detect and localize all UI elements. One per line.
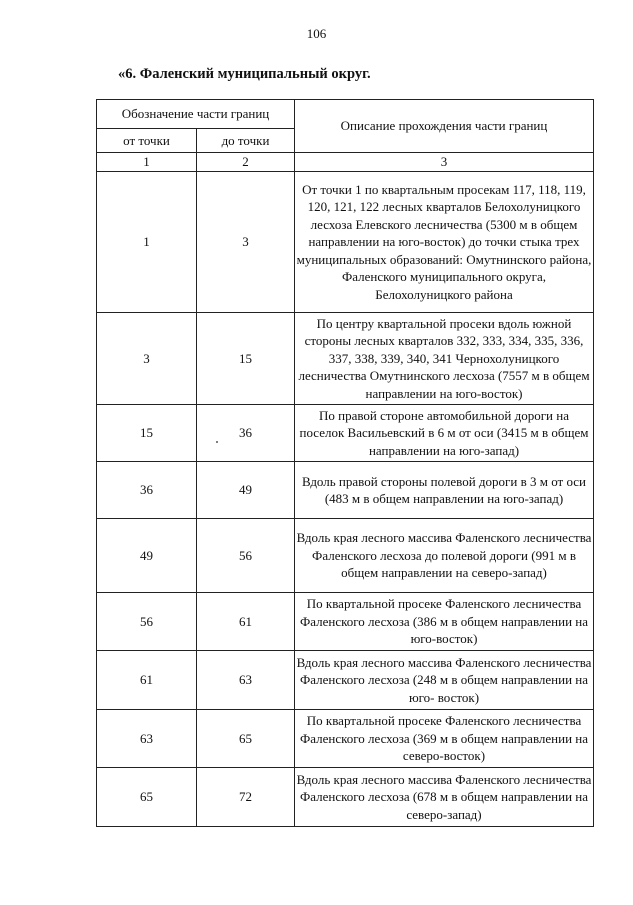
cell-from-point: 61 <box>97 651 197 710</box>
header-to-point: до точки <box>197 129 295 153</box>
header-from-point: от точки <box>97 129 197 153</box>
cell-to-point: 15 <box>197 313 295 405</box>
header-col-number-3: 3 <box>295 153 594 172</box>
table-row <box>97 405 594 462</box>
table-row <box>97 313 594 405</box>
cell-to-point: 61 <box>197 593 295 651</box>
cell-to-point: 49 <box>197 462 295 519</box>
cell-to-point: 36 <box>197 405 295 462</box>
table-row <box>97 651 594 710</box>
boundary-table <box>96 99 594 827</box>
table-row <box>97 172 594 313</box>
header-description: Описание прохождения части границ <box>295 100 594 153</box>
cell-description: Вдоль края лесного массива Фаленского лесничества Фаленского лесхоза (678 м в общем направлении на северо-запад) <box>295 768 594 827</box>
cell-to-point: 65 <box>197 710 295 768</box>
cell-description: По квартальной просеке Фаленского лесничества Фаленского лесхоза (369 м в общем направлении на северо-восток) <box>295 710 594 768</box>
cell-description: По правой стороне автомобильной дороги на поселок Васильевский в 6 м от оси (3415 м в общем направлении на юго-запад) <box>295 405 594 462</box>
cell-from-point: 3 <box>97 313 197 405</box>
cell-from-point: 63 <box>97 710 197 768</box>
cell-to-point: 56 <box>197 519 295 593</box>
table-row <box>97 710 594 768</box>
cell-description: По квартальной просеке Фаленского лесничества Фаленского лесхоза (386 м в общем направлении на юго-восток) <box>295 593 594 651</box>
section-title: «6. Фаленский муниципальный округ. <box>118 66 371 82</box>
cell-from-point: 65 <box>97 768 197 827</box>
header-col-number-2: 2 <box>197 153 295 172</box>
table-row <box>97 462 594 519</box>
cell-description: От точки 1 по квартальным просекам 117, 118, 119, 120, 121, 122 лесных кварталов Белохолуницкого лесхоза Елевского лесничества (5300 м в общем направлении на юго-восток) до точки стыка трех муниципальных образований: Омутнинского района, Фаленского муниципального округа, Белохолуницкого района <box>295 172 594 313</box>
cell-to-point: 72 <box>197 768 295 827</box>
cell-from-point: 36 <box>97 462 197 519</box>
cell-description: По центру квартальной просеки вдоль южной стороны лесных кварталов 332, 333, 334, 335, 336, 337, 338, 339, 340, 341 Чернохолуницкого лесничества Омутнинского лесхоза (7557 м в общем направлении на юго-восток) <box>295 313 594 405</box>
cell-description: Вдоль края лесного массива Фаленского лесничества Фаленского лесхоза до полевой дороги (991 м в общем направлении на северо-запад) <box>295 519 594 593</box>
cell-from-point: 1 <box>97 172 197 313</box>
table-row <box>97 768 594 827</box>
cell-description: Вдоль края лесного массива Фаленского лесничества Фаленского лесхоза (248 м в общем направлении на юго- восток) <box>295 651 594 710</box>
table-header <box>97 100 594 172</box>
page-number: 106 <box>306 26 327 41</box>
scan-speck <box>216 441 218 443</box>
cell-from-point: 56 <box>97 593 197 651</box>
cell-to-point: 3 <box>197 172 295 313</box>
cell-from-point: 15 <box>97 405 197 462</box>
header-boundary-designation: Обозначение части границ <box>97 100 295 129</box>
cell-to-point: 63 <box>197 651 295 710</box>
header-col-number-1: 1 <box>97 153 197 172</box>
table-row <box>97 519 594 593</box>
table-body <box>97 172 594 827</box>
cell-description: Вдоль правой стороны полевой дороги в 3 м от оси (483 м в общем направлении на юго-запад) <box>295 462 594 519</box>
table-row <box>97 593 594 651</box>
cell-from-point: 49 <box>97 519 197 593</box>
